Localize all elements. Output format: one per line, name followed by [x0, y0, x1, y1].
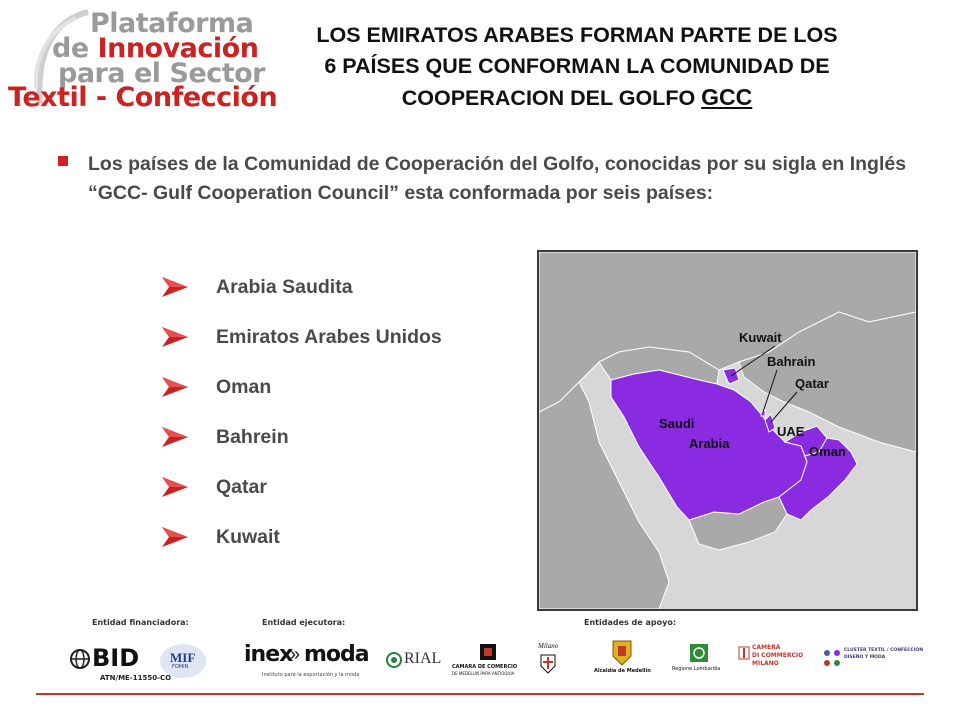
camara-emblem-icon	[478, 642, 498, 662]
logo-line-4: Textil - Confección	[8, 82, 278, 113]
arrow-bullet-icon	[160, 375, 190, 399]
footer-divider	[36, 693, 924, 695]
alcaldia-logo	[594, 640, 650, 682]
map-label-arabia: Arabia	[689, 436, 730, 451]
title-gcc: GCC	[701, 84, 753, 110]
regione-text: Regione Lombardia	[672, 666, 721, 672]
cluster-text: CLUSTER TEXTIL / CONFECCIÓN	[844, 648, 923, 653]
camera-line-3: MILANO	[752, 660, 779, 667]
alcaldia-text: Alcaldía de Medellín	[594, 668, 651, 674]
arrow-bullet-icon	[160, 425, 190, 449]
country-label: Qatar	[216, 475, 267, 498]
bid-code: ATN/ME-11550-CO	[100, 674, 172, 682]
arrow-bullet-icon	[160, 475, 190, 499]
cluster-text-2: DISEÑO Y MODA	[844, 655, 886, 660]
title-line-2: 6 PAÍSES QUE CONFORMAN LA COMUNIDAD DE	[324, 54, 830, 78]
gcc-map	[537, 250, 918, 611]
country-label: Arabia Saudita	[216, 275, 353, 298]
list-item	[160, 512, 442, 562]
arrow-bullet-icon	[160, 525, 190, 549]
inexmoda-arrow-icon: »	[290, 644, 301, 664]
camera-emblem-icon	[738, 646, 750, 660]
alcaldia-shield-icon	[612, 640, 632, 666]
rial-text: RIAL	[404, 650, 442, 667]
bid-logo	[70, 644, 172, 688]
logo-line-3: para el Sector	[58, 58, 265, 89]
rial-circle-icon	[386, 652, 402, 668]
list-item	[160, 462, 442, 512]
title-line-1: LOS EMIRATOS ARABES FORMAN PARTE DE LOS	[316, 23, 838, 47]
cluster-logo	[822, 646, 922, 672]
country-label: Kuwait	[216, 525, 280, 548]
inexmoda-logo	[244, 642, 369, 682]
list-item	[160, 362, 442, 412]
cluster-dots-icon	[822, 648, 842, 668]
inexmoda-a: inex	[244, 642, 293, 667]
rial-logo	[386, 650, 446, 680]
country-label: Bahrein	[216, 425, 289, 448]
label-apoyo: Entidades de apoyo:	[584, 618, 677, 627]
slide-title	[232, 20, 922, 114]
label-financiadora: Entidad financiadora:	[92, 618, 189, 627]
mif-text: MIF	[170, 650, 196, 665]
arrow-bullet-icon	[160, 275, 190, 299]
map-label-kuwait: Kuwait	[739, 330, 782, 345]
regione-lombardia-logo	[670, 644, 730, 682]
inexmoda-b: moda	[304, 642, 369, 667]
plataforma-logo	[6, 8, 278, 113]
camera-line-1: CAMERA	[752, 644, 781, 651]
title-line-3: COOPERACION DEL GOLFO GCC	[401, 84, 753, 110]
label-ejecutora: Entidad ejecutora:	[262, 618, 346, 627]
bullet-square-icon	[58, 156, 68, 166]
camara-comercio-logo	[452, 642, 528, 682]
list-item	[160, 262, 442, 312]
map-label-saudi: Saudi	[659, 416, 695, 431]
logo-line-2: de Innovación	[52, 33, 259, 64]
inexmoda-sub: Instituto para la exportación y la moda	[262, 672, 360, 678]
camara-text: CAMARA DE COMERCIO	[452, 664, 518, 670]
country-label: Emiratos Arabes Unidos	[216, 325, 442, 348]
list-item	[160, 412, 442, 462]
mif-sub: FOMIN	[172, 664, 189, 670]
map-label-bahrain: Bahrain	[767, 354, 816, 369]
bid-text: BID	[92, 644, 140, 672]
camera-commercio-logo	[738, 644, 812, 680]
logo-line-1: Plataforma	[90, 8, 254, 39]
map-label-qatar: Qatar	[795, 376, 829, 391]
gcc-map-graphic	[539, 252, 916, 609]
map-label-uae: UAE	[777, 424, 805, 439]
camara-sub: DE MEDELLIN PARA ANTIOQUIA	[452, 671, 515, 676]
milano-logo	[538, 642, 586, 680]
country-list	[160, 262, 442, 562]
milano-shield-icon	[540, 654, 556, 674]
mif-logo	[160, 644, 206, 678]
camera-line-2: DI COMMERCIO	[752, 652, 804, 659]
regione-rose-icon	[690, 644, 708, 662]
list-item	[160, 312, 442, 362]
intro-paragraph: Los países de la Comunidad de Cooperación del Golfo, conocidas por su sigla en Inglés “GCC- Gulf Cooperation Council” esta conformada por seis países:	[88, 153, 907, 204]
map-label-oman: Oman	[809, 444, 846, 459]
milano-text: Milano	[538, 642, 559, 650]
arrow-bullet-icon	[160, 325, 190, 349]
bid-globe-icon	[70, 648, 90, 670]
country-label: Oman	[216, 375, 272, 398]
